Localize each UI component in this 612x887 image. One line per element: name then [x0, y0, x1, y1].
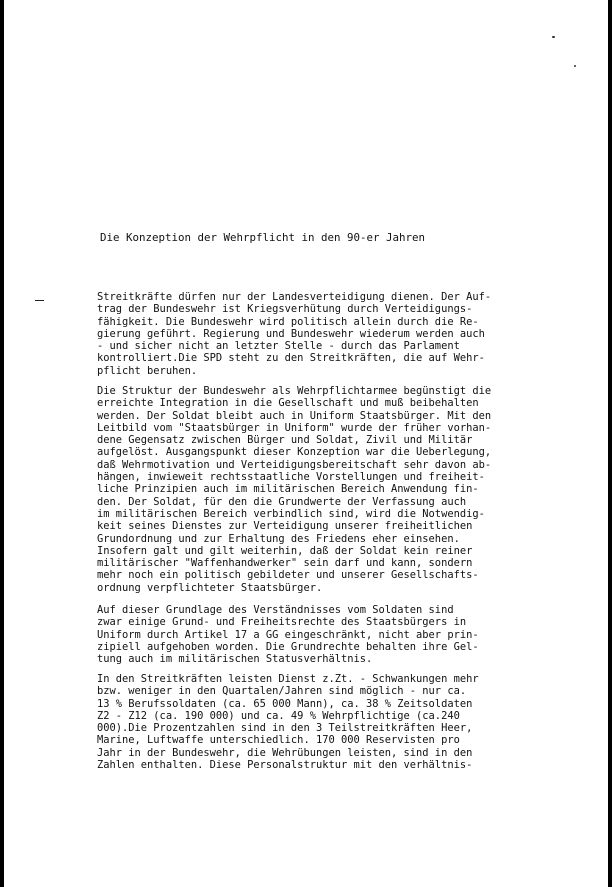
text-line: tung auch im militärischen Statusverhältnis. — [97, 653, 373, 666]
paragraph-3 — [97, 604, 547, 665]
text-line: trag der Bundeswehr ist Kriegsverhütung durch Verteidigungs- — [97, 303, 473, 316]
text-line: Z2 - Z12 (ca. 190 000) und ca. 49 % Wehrpflichtige (ca.240 — [97, 709, 460, 722]
document-title: Die Konzeption der Wehrpflicht in den 90-er Jahren — [100, 231, 426, 244]
text-line: dene Gegensatz zwischen Bürger und Soldat, Zivil und Militär — [97, 434, 473, 447]
text-line: militärischer "Waffenhandwerker" sein darf und kann, sondern — [97, 557, 473, 570]
text-line: Grundordnung und zur Erhaltung des Friedens eher einsehen. — [97, 532, 460, 545]
text-line: Marine, Luftwaffe unterschiedlich. 170 000 Reservisten pro — [97, 734, 460, 747]
text-line: im militärischen Bereich verbindlich sind, wird die Notwendig- — [97, 507, 485, 520]
paragraph-2 — [97, 385, 547, 594]
text-line: Leitbild vom "Staatsbürger in Uniform" wurde der früher vorhan- — [97, 421, 492, 434]
text-line: Insofern galt und gilt weiterhin, daß der Soldat kein reiner — [97, 544, 473, 557]
text-line: aufgelöst. Ausgangspunkt dieser Konzeption war die Ueberlegung, — [97, 446, 492, 459]
text-line: pflicht beruhen. — [97, 364, 198, 377]
text-line: keit seines Dienstes zur Verteidigung unserer freiheitlichen — [97, 520, 473, 533]
text-line: Jahr in der Bundeswehr, die Wehrübungen leisten, sind in den — [97, 746, 473, 759]
text-line: Die Struktur der Bundeswehr als Wehrpflichtarmee begünstigt die — [97, 385, 492, 397]
text-line: werden. Der Soldat bleibt auch in Uniform Staatsbürger. Mit den — [97, 409, 492, 422]
text-line: Streitkräfte dürfen nur der Landesverteidigung dienen. Der Auf- — [97, 291, 492, 303]
text-line: 13 % Berufssoldaten (ca. 65 000 Mann), ca. 38 % Zeitsoldaten — [97, 697, 473, 710]
text-line: gierung geführt. Regierung und Bundeswehr wiederum werden auch — [97, 327, 485, 340]
text-line: kontrolliert.Die SPD steht zu den Streitkräften, die auf Wehr- — [97, 352, 485, 365]
text-line: - und sicher nicht an letzter Stelle - durch das Parlament — [97, 340, 460, 353]
text-line: Zahlen enthalten. Diese Personalstruktur mit den verhältnis- — [97, 759, 473, 772]
text-line: bzw. weniger in den Quartalen/Jahren sind möglich - nur ca. — [97, 685, 467, 698]
text-line: hängen, inwieweit rechtsstaatliche Vorstellungen und freiheit- — [97, 471, 485, 484]
text-line: 000).Die Prozentzahlen sind in den 3 Teilstreitkräften Heer, — [97, 722, 473, 735]
text-line: daß Wehrmotivation und Verteidigungsbereitschaft sehr davon ab- — [97, 458, 492, 471]
scan-speck — [552, 36, 555, 38]
paragraph-4 — [97, 673, 547, 771]
text-line: fähigkeit. Die Bundeswehr wird politisch allein durch die Re- — [97, 315, 479, 328]
text-line: zipiell aufgehoben worden. Die Grundrechte behalten ihre Gel- — [97, 640, 479, 653]
text-line: ordnung verpflichteter Staatsbürger. — [97, 581, 323, 594]
text-line: erreichte Integration in die Gesellschaft und muß beibehalten — [97, 397, 479, 410]
text-line: mehr noch ein politisch gebildeter und unserer Gesellschafts- — [97, 569, 479, 582]
text-line: Auf dieser Grundlage des Verständnisses vom Soldaten sind — [97, 604, 454, 616]
text-line: den. Der Soldat, für den die Grundwerte der Verfassung auch — [97, 495, 467, 508]
margin-mark — [35, 300, 44, 301]
text-line: Uniform durch Artikel 17 a GG eingeschränkt, nicht aber prin- — [97, 628, 479, 641]
text-line: zwar einige Grund- und Freiheitsrechte des Staatsbürgers in — [97, 616, 467, 629]
text-line: In den Streitkräften leisten Dienst z.Zt. - Schwankungen mehr — [97, 673, 479, 685]
text-line: liche Prinzipien auch im militärischen Bereich Anwendung fin- — [97, 483, 479, 496]
scan-speck — [574, 65, 576, 67]
paragraph-1 — [97, 291, 547, 377]
